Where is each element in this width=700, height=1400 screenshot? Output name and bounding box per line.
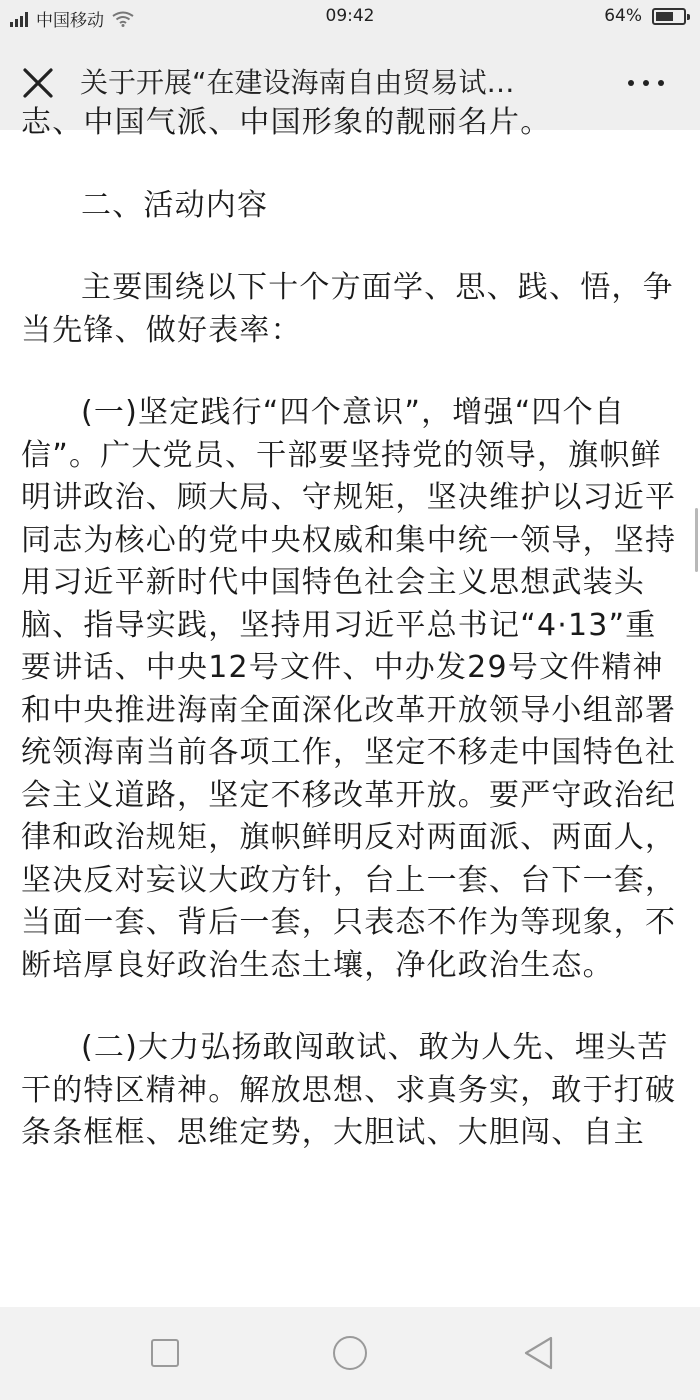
scrollbar[interactable] [695, 508, 698, 572]
article-paragraph: (一)坚定践行“四个意识”，增强“四个自信”。广大党员、干部要坚持党的领导，旗帜鲜明讲政治、顾大局、守规矩，坚决维护以习近平同志为核心的党中央权威和集中统一领导，坚持用习近平新时代中国特色社会主义思想武装头脑、指导实践，坚持用习近平总书记“4·13”重要讲话、中央12号文件、中办发29号文件精神和中央推进海南全面深化改革开放领导小组部署统领海南当前各项工作，坚定不移走中国特色社会主义道路，坚定不移改革开放。要严守政治纪律和政治规矩，旗帜鲜明反对两面派、两面人，坚决反对妄议大政方针，台上一套、台下一套，当面一套、背后一套，只表态不作为等现象，不断培厚良好政治生态土壤，净化政治生态。 [21, 395, 677, 983]
article-body [21, 102, 681, 1195]
battery-icon [652, 8, 686, 25]
carrier-name: 中国移动 [36, 11, 104, 31]
section-heading: 二、活动内容 [81, 187, 269, 223]
status-bar [0, 0, 700, 36]
status-right [604, 6, 686, 26]
article-viewport[interactable] [0, 105, 700, 1307]
navigation-bar [0, 1307, 700, 1400]
back-icon[interactable] [522, 1335, 554, 1371]
home-icon[interactable] [333, 1336, 367, 1370]
article-paragraph: 主要围绕以下十个方面学、思、践、悟，争当先锋、做好表率： [21, 270, 674, 348]
article-paragraph: (二)大力弘扬敢闯敢试、敢为人先、埋头苦干的特区精神。解放思想、求真务实，敢于打破条条框框、思维定势，大胆试、大胆闯、自主 [21, 1030, 677, 1150]
page-title: 关于开展“在建设海南自由贸易试… [80, 66, 515, 99]
status-time: 09:42 [325, 6, 375, 26]
battery-level [656, 12, 673, 21]
battery-percent: 64% [604, 6, 642, 26]
recent-apps-icon[interactable] [151, 1339, 179, 1367]
more-icon[interactable] [628, 76, 664, 90]
close-icon[interactable] [20, 65, 56, 101]
article-paragraph: 志、中国气派、中国形象的靓丽名片。 [21, 105, 552, 140]
